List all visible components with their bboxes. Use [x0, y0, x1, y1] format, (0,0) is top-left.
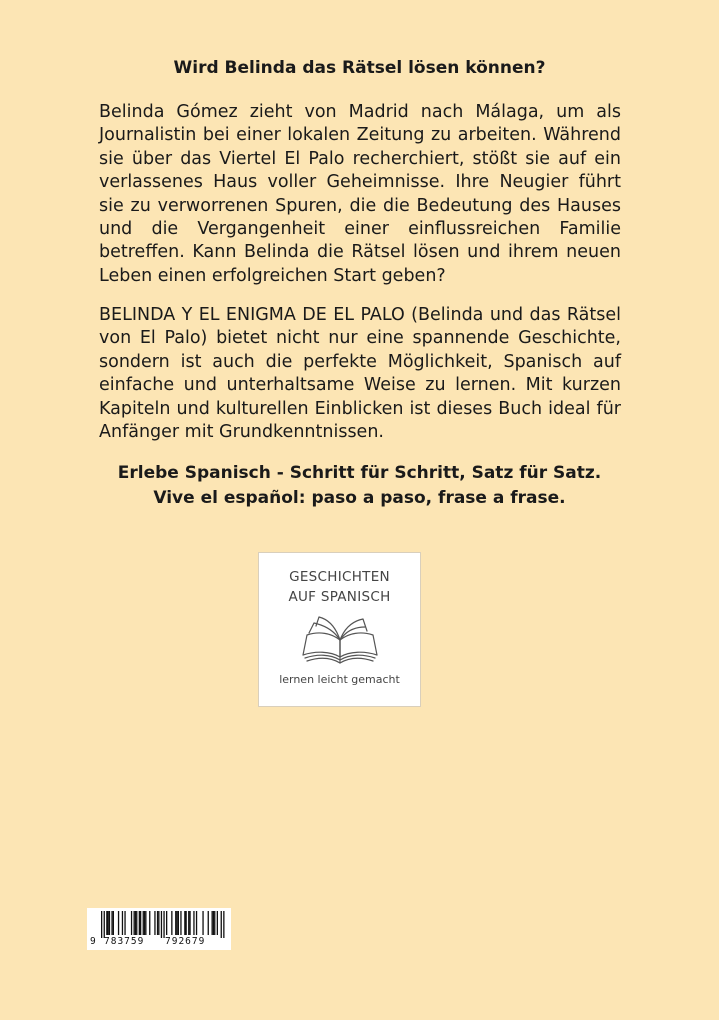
tagline-german: Erlebe Spanisch - Schritt für Schritt, Satz für Satz.: [117, 463, 602, 483]
barcode-bar: [124, 911, 125, 935]
barcode-bar: [221, 911, 222, 938]
barcode-bar: [157, 911, 158, 935]
barcode-group-left: 783759: [104, 936, 145, 947]
barcode-bar: [106, 911, 107, 935]
open-book-icon: [297, 613, 383, 667]
barcode-bar: [139, 911, 140, 935]
barcode-bar: [171, 911, 172, 935]
barcode-bar: [109, 911, 110, 935]
barcode-bar: [104, 911, 105, 938]
barcode-bar: [193, 911, 194, 935]
barcode-bar: [163, 911, 164, 938]
barcode-bar: [184, 911, 185, 935]
barcode-bar: [166, 911, 167, 935]
barcode-first-digit: 9: [90, 936, 96, 947]
back-cover-headline: Wird Belinda das Rätsel lösen können?: [173, 58, 546, 78]
barcode-digits: [87, 936, 231, 991]
barcode-bar: [223, 911, 224, 938]
barcode-bar: [217, 911, 218, 935]
barcode-bar: [154, 911, 155, 935]
isbn-barcode: [87, 908, 231, 950]
barcode-bar: [212, 911, 213, 935]
barcode-bar: [118, 911, 119, 935]
barcode-bar: [188, 911, 189, 935]
barcode-bar: [161, 911, 162, 938]
barcode-bar: [140, 911, 141, 935]
synopsis-paragraph: Belinda Gómez zieht von Madrid nach Málaga, um als Journalistin bei einer lokalen Zeitung zu arbeiten. Während sie über das Viertel El Palo recherchiert, stößt sie auf ein verlassenes Haus voller Geheimnisse. Ihre Neugier führt sie zu verworrenen Spuren, die die Bedeutung des Hauses und die Vergangenheit einer einflussreichen Familie betreffen. Kann Belinda die Rätsel lösen und ihrem neuen Leben einen erfolgreichen Start geben?: [99, 102, 621, 286]
barcode-bar: [113, 911, 114, 935]
barcode-bar: [136, 911, 137, 935]
barcode-bar: [111, 911, 112, 935]
barcode-bar: [143, 911, 144, 935]
barcode-bar: [208, 911, 209, 935]
barcode-group-right: 792679: [165, 936, 206, 947]
barcode-bar: [149, 911, 150, 935]
logo-subtitle: lernen leicht gemacht: [279, 673, 400, 686]
barcode-bar: [134, 911, 135, 935]
barcode-bar: [122, 911, 123, 935]
barcode-bar: [176, 911, 177, 935]
barcode-bar: [196, 911, 197, 935]
barcode-bar: [202, 911, 203, 935]
barcode-bar: [175, 911, 176, 935]
barcode-bar: [145, 911, 146, 935]
barcode-bar: [180, 911, 181, 935]
barcode-bar: [189, 911, 190, 935]
barcode-bars: [87, 908, 231, 938]
barcode-bar: [213, 911, 214, 935]
barcode-bar: [186, 911, 187, 935]
tagline-spanish: Vive el español: paso a paso, frase a frase.: [153, 488, 566, 508]
barcode-bar: [108, 911, 109, 935]
barcode-bar: [214, 911, 215, 935]
logo-title-line2: AUF SPANISCH: [288, 589, 391, 605]
barcode-bar: [135, 911, 136, 935]
logo-title-line1: GESCHICHTEN: [289, 569, 390, 585]
barcode-bar: [131, 911, 132, 935]
barcode-bar: [101, 911, 102, 938]
barcode-bar: [178, 911, 179, 935]
barcode-bar: [144, 911, 145, 935]
description-paragraph: BELINDA Y EL ENIGMA DE EL PALO (Belinda und das Rätsel von El Palo) bietet nicht nur eine spannende Geschichte, sondern ist auch die perfekte Möglichkeit, Spanisch auf einfache und unterhaltsame Weise zu lernen. Mit kurzen Kapiteln und kulturellen Einblicken ist dieses Buch ideal für Anfänger mit Grundkenntnissen.: [99, 305, 621, 443]
barcode-bar: [158, 911, 159, 935]
series-logo: [258, 552, 421, 707]
